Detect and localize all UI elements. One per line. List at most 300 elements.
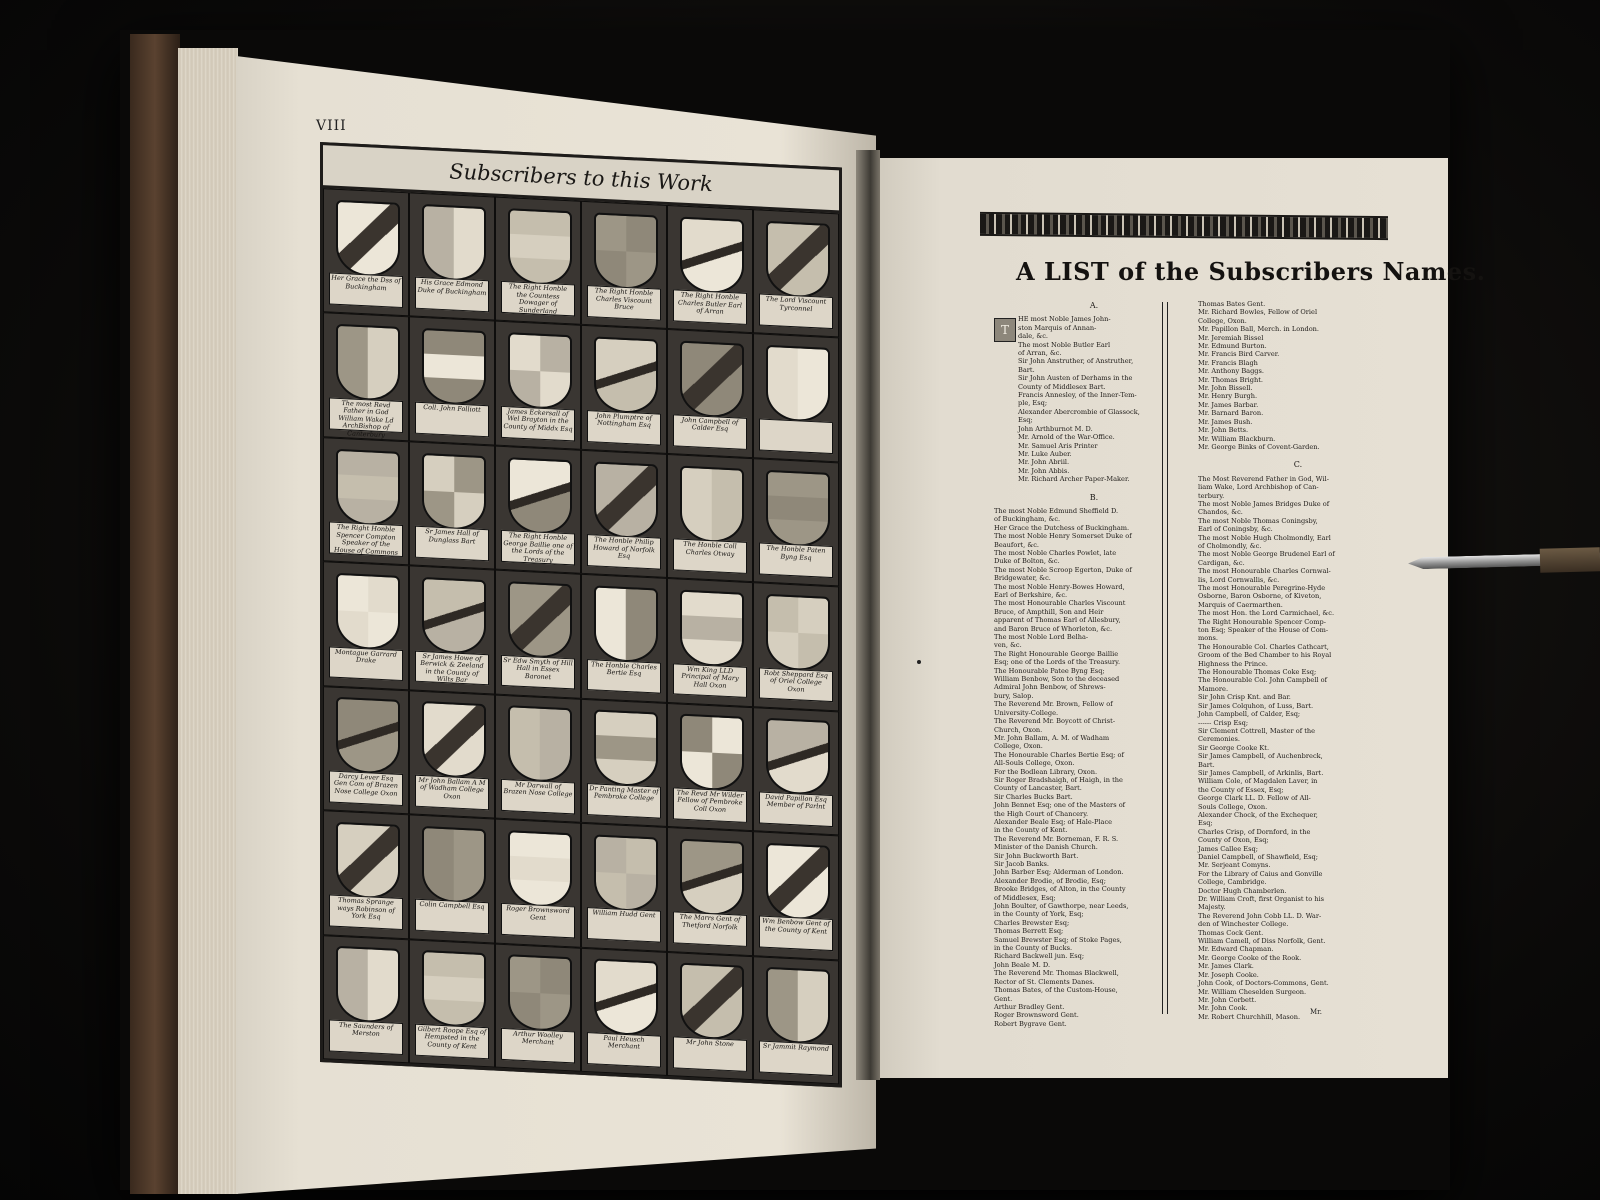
subscriber-entry: Souls College, Oxon. <box>1198 802 1268 811</box>
heraldry-plate <box>320 142 842 1088</box>
heraldic-shield-icon <box>594 461 658 539</box>
coat-of-arms-cell <box>667 578 753 707</box>
coat-of-arms-cell <box>753 707 839 836</box>
subscriber-entry: Mr. John Ballam, A. M. of Wadham <box>994 733 1110 742</box>
subscriber-entry: Samuel Brewster Esq; of Stoke Pages, <box>994 935 1122 944</box>
subscriber-entry: Rector of St. Clements Danes. <box>994 977 1095 986</box>
heraldic-shield-icon <box>680 590 744 668</box>
subscriber-entry: Bridgewater, &c. <box>994 574 1051 583</box>
subscriber-entry: Thomas Cock Gent. <box>1198 928 1264 937</box>
subscriber-entry: Charles Brewster Esq; <box>994 918 1070 927</box>
subscriber-entry: The Reverend Mr. Boycott of Christ- <box>994 717 1116 726</box>
coat-of-arms-caption: The Right Honble George Baillie one of the Lords of the Treasury <box>501 530 575 565</box>
heraldic-shield-icon <box>336 324 400 402</box>
coat-of-arms-cell <box>495 321 581 450</box>
coat-of-arms-cell <box>409 317 495 446</box>
subscriber-entry: Earl of Coningsby, &c. <box>1198 525 1273 534</box>
coat-of-arms-cell <box>667 205 753 334</box>
coat-of-arms-grid <box>323 188 839 1084</box>
knife-handle <box>1540 547 1600 573</box>
subscriber-entry: For the Library of Caius and Gonville <box>1198 869 1323 878</box>
coat-of-arms-caption: Darcy Lever Esq Gen Com of Brazen Nose College Oxon <box>329 770 403 805</box>
coat-of-arms-caption: Sr Edw Smyth of Hill Hall in Essex Baronet <box>501 654 575 689</box>
subscriber-entry: Sir John Buckworth Bart. <box>994 851 1079 860</box>
subscriber-entry: of Cholmondly, &c. <box>1198 541 1262 550</box>
subscriber-entry: The most Noble Edmund Sheffield D. <box>994 506 1119 515</box>
heraldic-shield-icon <box>766 345 830 423</box>
subscriber-entry: Esq; one of the Lords of the Treasury. <box>994 658 1121 667</box>
heraldic-shield-icon <box>766 718 830 796</box>
subscriber-entry: Bart. <box>1018 365 1035 374</box>
subscriber-entry: and Baron Bruce of Whorleton, &c. <box>994 624 1113 633</box>
subscriber-entry: The Honourable Col. John Campbell of <box>1198 676 1328 685</box>
subscriber-entry: University-College. <box>994 708 1059 717</box>
subscriber-entry: in the County of Bucks. <box>994 944 1073 953</box>
coat-of-arms-cell <box>323 313 409 442</box>
subscriber-entry: Majesty. <box>1198 903 1226 912</box>
coat-of-arms-cell <box>323 437 409 566</box>
subscriber-entry: Mr. James Barbar. <box>1198 400 1259 409</box>
subscriber-entry: For the Bodlean Library, Oxon. <box>994 767 1098 776</box>
subscriber-entry: terbury. <box>1198 491 1225 500</box>
subscriber-entry: Mr. Richard Archer Paper-Maker. <box>1018 475 1130 484</box>
subscriber-entry: The most Noble Charles Powlet, late <box>994 548 1117 557</box>
coat-of-arms-cell <box>753 831 839 960</box>
subscriber-entry: Richard Backwell jun. Esq; <box>994 952 1085 961</box>
subscriber-entry: bury, Salop. <box>994 691 1034 700</box>
coat-of-arms-cell <box>581 823 667 952</box>
heraldic-shield-icon <box>594 710 658 788</box>
heraldic-shield-icon <box>336 200 400 278</box>
subscriber-entry: College, Oxon. <box>1198 316 1247 325</box>
subscriber-entry: Sir George Cooke Kt. <box>1198 743 1270 752</box>
subscriber-entry: Sir Clement Cottrell, Master of the <box>1198 726 1316 735</box>
heraldic-shield-icon <box>766 469 830 547</box>
heraldic-shield-icon <box>508 332 572 410</box>
coat-of-arms-cell <box>495 570 581 699</box>
coat-of-arms-caption <box>759 418 833 453</box>
subscriber-entry: Alexander Abercrombie of Glassock, <box>1018 407 1140 416</box>
coat-of-arms-caption: Montague Garrard Drake <box>329 646 403 681</box>
coat-of-arms-cell <box>323 561 409 690</box>
heraldic-shield-icon <box>422 577 486 655</box>
subscriber-entry: HE most Noble James John- <box>1018 315 1111 324</box>
subscriber-entry: Mr. John Cook. <box>1198 1004 1248 1013</box>
heraldic-shield-icon <box>422 453 486 531</box>
heraldic-shield-icon <box>422 701 486 779</box>
subscriber-entry: The Reverend Mr. Borneman, F. R. S. <box>994 834 1119 843</box>
heraldic-shield-icon <box>508 208 572 286</box>
subscriber-entry: Groom of the Bed Chamber to his Royal <box>1198 651 1332 660</box>
subscriber-entry: Mr. Edward Chapman. <box>1198 945 1274 954</box>
subscriber-entry: Mr. Samuel Aris Printer <box>1018 441 1098 450</box>
coat-of-arms-caption: Arthur Woolley Merchant <box>501 1028 575 1063</box>
subscriber-entry: John Arthburnot M. D. <box>1018 424 1093 433</box>
heraldic-shield-icon <box>766 967 830 1045</box>
subscriber-entry: of Middlesex, Esq; <box>994 893 1056 902</box>
subscriber-entry: The Reverend John Cobb LL. D. War- <box>1198 911 1322 920</box>
subscriber-entry: Chandos, &c. <box>1198 508 1243 517</box>
subscriber-entry: Bruce, of Ampthill, Son and Heir <box>994 607 1104 616</box>
subscriber-entry: Mr. Thomas Bright. <box>1198 375 1263 384</box>
heraldic-shield-icon <box>680 714 744 792</box>
heraldic-shield-icon <box>336 573 400 651</box>
subscriber-entry: Thomas Berrett Esq; <box>994 927 1064 936</box>
subscriber-entry: College, Oxon. <box>994 742 1043 751</box>
subscriber-entry: Ceremonies. <box>1198 735 1240 744</box>
coat-of-arms-caption: James Eckersall of Wel Brayton in the County of Middx Esq <box>501 406 575 441</box>
subscriber-entry: Robert Bygrave Gent. <box>994 1019 1067 1028</box>
subscriber-entry: The most Noble Scroop Egerton, Duke of <box>994 565 1132 574</box>
coat-of-arms-cell <box>495 197 581 326</box>
heraldic-shield-icon <box>336 697 400 775</box>
subscriber-entry: apparent of Thomas Earl of Allesbury, <box>994 616 1121 625</box>
subscriber-entry: Sir James Campbell, of Auchenbreck, <box>1198 752 1323 761</box>
subscriber-entry: Charles Crisp, of Dornford, in the <box>1198 827 1311 836</box>
coat-of-arms-cell <box>323 686 409 815</box>
coat-of-arms-caption: Gilbert Roope Esq of Hempsted in the County of Kent <box>415 1023 489 1058</box>
subscriber-entry: Bart. <box>1198 760 1215 769</box>
subscriber-entry: Mr. Francis Blagh <box>1198 358 1258 367</box>
subscriber-entry: Mr. Robert Churchhill, Mason. <box>1198 1012 1301 1021</box>
heraldic-shield-icon <box>336 946 400 1024</box>
subscriber-entry: Mr. Luke Auber. <box>1018 449 1072 458</box>
subscriber-entry: Sir John Anstruther, of Anstruther, <box>1018 357 1134 366</box>
subscriber-entry: Minister of the Danish Church. <box>994 843 1098 852</box>
coat-of-arms-cell <box>323 188 409 317</box>
subscriber-entry: Beaufort, &c. <box>994 540 1039 549</box>
subscriber-entry: Mr. James Bush. <box>1198 417 1253 426</box>
coat-of-arms-caption: Mr John Ballam A M of Wadham College Oxon <box>415 775 489 810</box>
heraldic-shield-icon <box>422 826 486 904</box>
coat-of-arms-caption: Sr Jammit Raymond <box>759 1040 833 1075</box>
subscriber-entry: The Honourable Col. Charles Cathcart, <box>1198 642 1329 651</box>
subscriber-entry: Sir Jacob Banks. <box>994 860 1049 868</box>
subscriber-entry: College, Cambridge. <box>1198 878 1267 887</box>
subscriber-entry: County of Middlesex Bart. <box>1018 382 1106 391</box>
coat-of-arms-cell <box>495 819 581 948</box>
subscriber-entry: ple, Esq; <box>1018 399 1048 408</box>
subscriber-entry: Earl of Berkshire, &c. <box>994 591 1068 599</box>
coat-of-arms-cell <box>409 939 495 1068</box>
coat-of-arms-cell <box>495 943 581 1072</box>
coat-of-arms-caption: Mr John Stone <box>673 1036 747 1071</box>
drop-cap-initial: T <box>994 318 1016 342</box>
heraldic-shield-icon <box>508 955 572 1033</box>
coat-of-arms-caption: Sr James Hall of Dunglass Bart <box>415 526 489 561</box>
subscriber-entry: The Honourable Thomas Coke Esq; <box>1198 668 1317 677</box>
subscriber-entry: William Camell, of Diss Norfolk, Gent. <box>1198 937 1326 946</box>
subscriber-entry: Osborne, Baron Osborne, of Kiveton, <box>1198 592 1322 601</box>
subscriber-entry: Brooke Bridges, of Alton, in the County <box>994 885 1126 894</box>
subscriber-entry: Alexander Brodie, of Brodie, Esq; <box>994 876 1106 885</box>
subscriber-entry: Dr. William Croft, first Organist to his <box>1198 895 1325 904</box>
subscriber-entry: Mr. Richard Bowles, Fellow of Oriel <box>1198 308 1318 317</box>
subscriber-entry: Mr. Jeremiah Bissel <box>1198 333 1264 342</box>
heraldic-shield-icon <box>422 204 486 282</box>
heraldic-shield-icon <box>422 950 486 1028</box>
coat-of-arms-cell <box>495 694 581 823</box>
subscriber-entry: Mr. Arnold of the War-Office. <box>1018 433 1115 442</box>
subscriber-entry: William Cole, of Magdalen Laver, in <box>1198 777 1318 786</box>
subscriber-entry: dale, &c. <box>1018 332 1049 341</box>
subscriber-entry: Francis Annesley, of the Inner-Tem- <box>1018 391 1137 400</box>
section-header-c: C. <box>1293 460 1303 470</box>
subscriber-entry: the County of Essex, Esq; <box>1198 785 1284 794</box>
coat-of-arms-caption: Her Grace the Dss of Buckingham <box>329 273 403 308</box>
coat-of-arms-cell <box>409 566 495 695</box>
subscriber-entry: The Reverend Mr. Brown, Fellow of <box>994 700 1113 709</box>
coat-of-arms-cell <box>753 334 839 463</box>
subscriber-column-2 <box>1198 300 1398 1021</box>
heraldic-shield-icon <box>508 581 572 659</box>
subscriber-entry: Sir James Campbell, of Arkinlis, Bart. <box>1198 768 1324 777</box>
page-edge-stack <box>178 48 238 1194</box>
coat-of-arms-caption: William Hudd Gent <box>587 907 661 942</box>
coat-of-arms-caption: The Right Honble the Countess Dowager of Sunderland <box>501 281 575 316</box>
subscriber-entry: Daniel Campbell, of Shawfield, Esq; <box>1198 853 1318 861</box>
coat-of-arms-cell <box>409 814 495 943</box>
subscriber-entry: ven, &c. <box>994 641 1022 650</box>
coat-of-arms-caption: The Revd Mr Wilder Fellow of Pembroke Coll Oxon <box>673 787 747 822</box>
subscriber-entry: Mr. Serjeant Comyns. <box>1198 861 1271 870</box>
subscriber-entry: Highness the Prince. <box>1198 659 1268 668</box>
subscriber-entry: John Campbell, of Calder, Esq; <box>1198 710 1301 719</box>
subscriber-entry: Church, Oxon. <box>994 725 1043 734</box>
coat-of-arms-caption: The Marrs Gent of Thetford Norfolk <box>673 912 747 947</box>
coat-of-arms-cell <box>753 582 839 711</box>
coat-of-arms-cell <box>323 935 409 1064</box>
ink-dot <box>917 660 921 664</box>
subscriber-entry: Mr. William Cheselden Surgeon. <box>1198 987 1307 996</box>
subscriber-entry: Esq; <box>1018 416 1033 425</box>
coat-of-arms-cell <box>409 441 495 570</box>
heraldic-shield-icon <box>680 839 744 917</box>
subscriber-entry: Mr. William Blackburn. <box>1198 434 1276 443</box>
subscriber-entry: John Barber Esq; Alderman of London. <box>994 868 1124 877</box>
coat-of-arms-cell <box>581 698 667 827</box>
subscriber-entry: The most Noble Butler Earl <box>1018 340 1111 349</box>
heraldic-shield-icon <box>594 959 658 1037</box>
subscriber-entry: The Right Honourable Spencer Comp- <box>1198 617 1326 626</box>
coat-of-arms-cell <box>667 827 753 956</box>
coat-of-arms-caption: The Lord Viscount Tyrconnel <box>759 294 833 329</box>
coat-of-arms-caption: John Plumptre of Nottingham Esq <box>587 410 661 445</box>
subscriber-entry: Sir James Colquhon, of Luss, Bart. <box>1198 701 1314 710</box>
coat-of-arms-caption: The Right Honble Charles Viscount Bruce <box>587 285 661 320</box>
catchword: Mr. <box>1310 1008 1322 1016</box>
subscriber-entry: Alexander Beale Esq; of Hale-Place <box>994 817 1113 826</box>
subscriber-entry: The most Noble Thomas Coningsby, <box>1198 516 1318 525</box>
coat-of-arms-caption: Dr Panting Master of Pembroke College <box>587 783 661 818</box>
coat-of-arms-caption: Robt Sheppard Esq of Oriel College Oxon <box>759 667 833 702</box>
subscriber-entry: The most Noble James Bridges Duke of <box>1198 499 1330 508</box>
coat-of-arms-caption: Roger Brownsword Gent <box>501 903 575 938</box>
column-divider <box>1162 302 1168 1014</box>
section-c-list <box>1198 475 1398 1021</box>
subscriber-entry: Mr. Henry Burgh. <box>1198 392 1258 401</box>
coat-of-arms-caption: Wm King LLD Principal of Mary Hall Oxon <box>673 663 747 698</box>
subscriber-entry: Thomas Bates, of the Custom-House, <box>994 986 1118 995</box>
subscriber-entry: Doctor Hugh Chamberlen. <box>1198 886 1287 895</box>
subscriber-entry: Admiral John Benbow, of Shrews- <box>994 683 1106 692</box>
subscriber-entry: Mr. John Abriil. <box>1018 458 1070 467</box>
coat-of-arms-caption: Sr James Howe of Berwick & Zeeland in the County of Wilts Bar <box>415 650 489 685</box>
coat-of-arms-cell <box>323 810 409 939</box>
coat-of-arms-caption: The Honble Coll Charles Otway <box>673 538 747 573</box>
subscriber-entry: The Reverend Mr. Thomas Blackwell, <box>994 969 1119 978</box>
subscriber-entry: Esq; <box>1198 819 1213 828</box>
subscriber-entry: in the County of York, Esq; <box>994 910 1084 919</box>
coat-of-arms-caption: Paul Heusch Merchant <box>587 1032 661 1067</box>
subscriber-entry: the High Court of Chancery. <box>994 809 1089 818</box>
section-header-a: A. <box>1089 301 1099 310</box>
subscriber-entry: Mr. John Betts. <box>1198 426 1249 435</box>
heraldic-shield-icon <box>680 341 744 419</box>
subscriber-entry: Alexander Chock, of the Exchequer, <box>1198 810 1318 819</box>
coat-of-arms-cell <box>581 325 667 454</box>
heraldic-shield-icon <box>508 457 572 535</box>
subscriber-entry: of Buckingham, &c. <box>994 515 1061 524</box>
coat-of-arms-caption: Thomas Sprange ways Robinson of York Esq <box>329 895 403 930</box>
subscriber-entry: The most Noble Hugh Cholmondly, Earl <box>1198 533 1331 542</box>
heraldic-shield-icon <box>508 706 572 784</box>
subscriber-entry: ------ Crisp Esq; <box>1198 718 1249 727</box>
subscriber-entry: County of Lancaster, Bart. <box>994 784 1082 793</box>
coat-of-arms-caption: Wm Benbow Gent of the County of Kent <box>759 916 833 951</box>
subscriber-entry: Roger Brownsword Gent. <box>994 1011 1079 1020</box>
coat-of-arms-cell <box>753 458 839 587</box>
coat-of-arms-caption: Colin Campbell Esq <box>415 899 489 934</box>
coat-of-arms-caption: Mr Darwall of Brazen Nose College <box>501 779 575 814</box>
subscriber-entry: The Right Honourable George Baillie <box>994 649 1119 658</box>
coat-of-arms-cell <box>667 952 753 1081</box>
subscriber-entry: The most Honourable Charles Viscount <box>994 599 1126 608</box>
heraldic-shield-icon <box>594 337 658 415</box>
subscriber-entry: John Bennet Esq; one of the Masters of <box>994 801 1126 810</box>
subscriber-entry: Sir John Crisp Knt. and Bar. <box>1198 693 1291 702</box>
subscriber-entry: George Clark LL. D. Fellow of All- <box>1198 794 1311 803</box>
subscriber-entry: The Most Reverend Father in God, Wil- <box>1198 474 1329 483</box>
book-cover-spine <box>130 34 180 1194</box>
subscriber-entry: Mr. Papillon Ball, Merch. in London. <box>1198 325 1320 334</box>
subscriber-entry: Thomas Bates Gent. <box>1198 300 1266 308</box>
coat-of-arms-caption: The Right Honble Charles Butler Earl of Arran <box>673 290 747 325</box>
subscriber-entry: Mr. Francis Bird Carver. <box>1198 350 1280 359</box>
subscriber-entry: liam Wake, Lord Archbishop of Can- <box>1198 483 1319 492</box>
subscriber-entry: The most Noble Lord Belha- <box>994 633 1089 642</box>
subscriber-entry: Mr. Barnard Baron. <box>1198 409 1264 418</box>
subscriber-entry: ston Marquis of Annan- <box>1018 323 1097 332</box>
subscriber-entry: ton Esq; Speaker of the House of Com- <box>1198 626 1329 635</box>
heraldic-shield-icon <box>508 830 572 908</box>
heraldic-shield-icon <box>594 212 658 290</box>
subscriber-entry: The most Honourable Charles Cornwal- <box>1198 567 1331 576</box>
coat-of-arms-cell <box>409 192 495 321</box>
heraldic-shield-icon <box>336 822 400 900</box>
subscriber-entry: Mr. John Abbis. <box>1018 466 1070 475</box>
coat-of-arms-caption: The most Revd Father in God William Wake Ld ArchBishop of Canterbury <box>329 397 403 432</box>
coat-of-arms-caption: John Campbell of Calder Esq <box>673 414 747 449</box>
coat-of-arms-caption: The Right Honble Spencer Compton Speaker of the House of Commons <box>329 522 403 557</box>
book-gutter <box>856 150 880 1080</box>
coat-of-arms-cell <box>581 450 667 579</box>
subscriber-entry: Arthur Bradley Gent. <box>994 1002 1065 1011</box>
coat-of-arms-cell <box>495 445 581 574</box>
subscriber-entry: John Boulter, of Gawthorpe, near Leeds, <box>994 902 1129 911</box>
subscriber-entry: Sir Roger Bradshaigh, of Haigh, in the <box>994 775 1123 784</box>
subscriber-entry: The most Noble Henry Somerset Duke of <box>994 532 1132 541</box>
subscriber-entry: Mr. John Bissell. <box>1198 384 1253 393</box>
subscriber-entry: The Honourable Charles Bertie Esq; of <box>994 750 1124 759</box>
plate-title: Subscribers to this Work <box>323 145 839 213</box>
heraldic-shield-icon <box>680 465 744 543</box>
coat-of-arms-cell <box>581 201 667 330</box>
subscriber-entry: The most Hon. the Lord Carmichael, &c. <box>1198 609 1335 618</box>
heraldic-shield-icon <box>680 216 744 294</box>
subscriber-entry: Mr. George Cooke of the Rook. <box>1198 953 1302 962</box>
heraldic-shield-icon <box>594 585 658 663</box>
subscriber-entry: The Honourable Patee Byng Esq; <box>994 666 1105 675</box>
heraldic-shield-icon <box>594 834 658 912</box>
subscriber-entry: Mr. Joseph Cooke. <box>1198 970 1259 979</box>
page-number: VIII <box>316 118 347 134</box>
coat-of-arms-cell <box>753 209 839 338</box>
subscriber-entry: John Cook, of Doctors-Commons, Gent. <box>1198 979 1329 988</box>
subscriber-entry: Mr. George Binks of Covent-Garden. <box>1198 442 1320 451</box>
decorative-ornament-band <box>980 212 1388 240</box>
heraldic-shield-icon <box>766 594 830 672</box>
subscriber-entry: Sir Charles Bucks Bart. <box>994 792 1073 801</box>
subscriber-entry: All-Souls College, Oxon. <box>994 759 1075 768</box>
subscriber-entry: mons. <box>1198 634 1218 643</box>
coat-of-arms-cell <box>581 947 667 1076</box>
subscriber-entry: Marquis of Caermarthen. <box>1198 600 1283 609</box>
coat-of-arms-cell <box>409 690 495 819</box>
section-b-continued-list <box>1198 300 1398 451</box>
coat-of-arms-cell <box>667 703 753 832</box>
subscriber-entry: Gent. <box>994 994 1013 1003</box>
subscriber-entry: Her Grace the Dutchess of Buckingham. <box>994 523 1130 532</box>
subscriber-entry: William Benbow, Son to the deceased <box>994 675 1120 684</box>
subscriber-entry: County of Oxon, Esq; <box>1198 836 1269 845</box>
heraldic-shield-icon <box>766 221 830 299</box>
list-title: A LIST of the Subscribers Names. <box>1016 257 1486 286</box>
coat-of-arms-caption: The Honble Philip Howard of Norfolk Esq <box>587 534 661 569</box>
section-header-b: B. <box>1089 492 1099 502</box>
subscriber-entry: Mr. Edmund Burton. <box>1198 342 1267 351</box>
coat-of-arms-cell <box>581 574 667 703</box>
coat-of-arms-caption: Coll. John Folliott <box>415 401 489 436</box>
subscriber-entry: James Callee Esq; <box>1198 844 1258 853</box>
subscriber-entry: of Arran, &c. <box>1018 349 1062 358</box>
subscriber-entry: lis, Lord Cornwallis, &c. <box>1198 575 1280 584</box>
subscriber-entry: Mr. John Corbett. <box>1198 995 1257 1004</box>
subscriber-entry: in the County of Kent. <box>994 826 1068 835</box>
coat-of-arms-caption: David Papillon Esq Member of Parlnt <box>759 791 833 826</box>
heraldic-shield-icon <box>336 448 400 526</box>
subscriber-entry: Cardigan, &c. <box>1198 558 1245 567</box>
heraldic-shield-icon <box>422 328 486 406</box>
subscriber-entry: Duke of Bolton, &c. <box>994 557 1060 566</box>
heraldic-shield-icon <box>680 963 744 1041</box>
subscriber-entry: Mr. James Clark. <box>1198 962 1254 971</box>
subscriber-entry: The most Honourable Peregrine-Hyde <box>1198 584 1326 592</box>
coat-of-arms-caption: The Honble Paten Byng Esq <box>759 543 833 578</box>
subscriber-entry: Mr. Anthony Baggs. <box>1198 367 1265 376</box>
coat-of-arms-caption: The Saunders of Merston <box>329 1019 403 1054</box>
coat-of-arms-caption: His Grace Edmond Duke of Buckingham <box>415 277 489 312</box>
